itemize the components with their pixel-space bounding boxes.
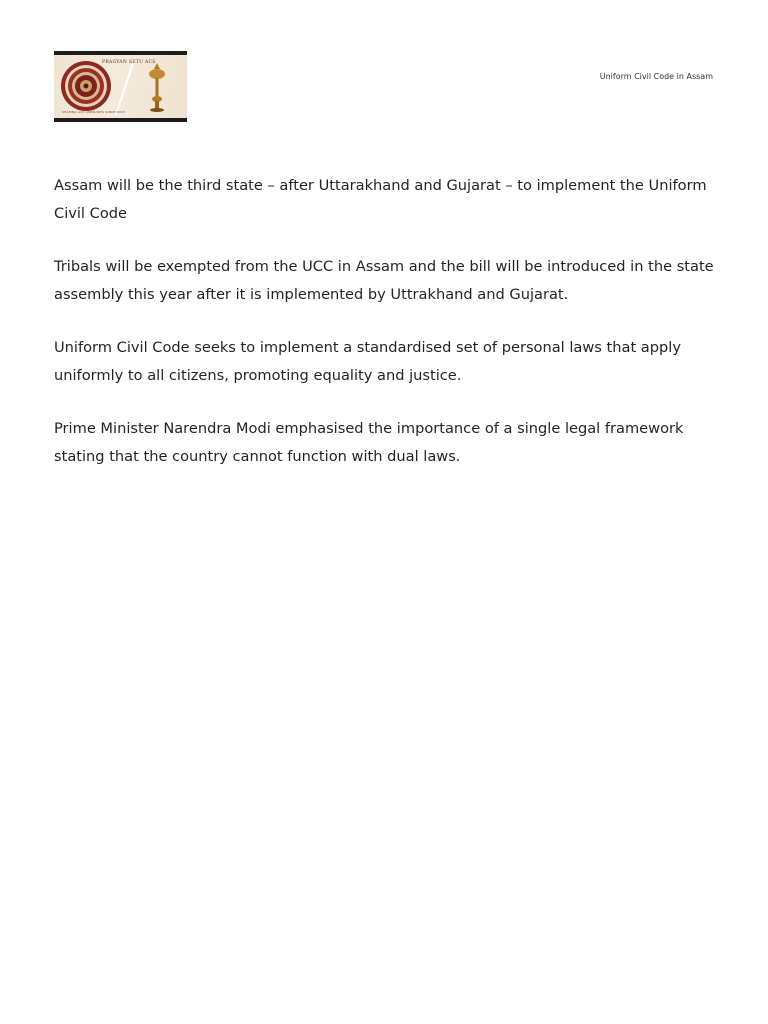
logo-text: PRAGYAN SETU ACS xyxy=(102,60,156,65)
paragraph: Uniform Civil Code seeks to implement a standardised set of personal laws that apply uniformly to all citizens, promoting equality and justice. xyxy=(54,339,681,384)
logo-tagline: SHAPING ACS ASPIRANTS SINCE 2015 xyxy=(62,110,125,114)
paragraph: Tribals will be exempted from the UCC in Assam and the bill will be introduced in the state assembly this year after it is implemented by Uttrakhand and Gujarat. xyxy=(54,258,714,303)
paragraph: Assam will be the third state – after Uttarakhand and Gujarat – to implement the Uniform Civil Code xyxy=(54,177,707,222)
brand-logo xyxy=(54,51,187,122)
paragraph: Prime Minister Narendra Modi emphasised the importance of a single legal framework stating that the country cannot function with dual laws. xyxy=(54,420,684,465)
document-body xyxy=(54,172,716,496)
document-header-title: Uniform Civil Code in Assam xyxy=(599,72,713,81)
